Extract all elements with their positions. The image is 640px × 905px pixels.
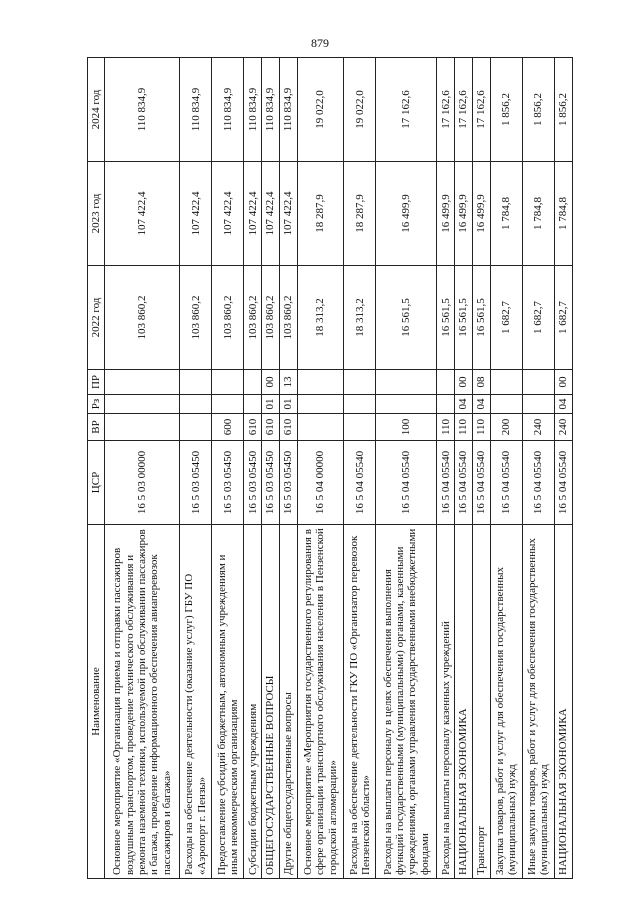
cell-vr (105, 414, 180, 441)
cell-2022: 16 561,5 (376, 266, 437, 370)
cell-pr (244, 370, 262, 395)
cell-name: Субсидии бюджетным учреждениям (244, 525, 262, 879)
cell-csr: 16 5 03 05450 (262, 441, 280, 525)
cell-csr: 16 5 04 05540 (472, 441, 490, 525)
table-row (472, 58, 490, 879)
cell-csr: 16 5 04 05540 (344, 441, 376, 525)
cell-2023: 16 499,9 (376, 162, 437, 266)
table-row (212, 58, 244, 879)
cell-name: Транспорт (472, 525, 490, 879)
header-2024: 2024 год (88, 58, 105, 162)
rotated-table-container (87, 58, 573, 879)
cell-vr: 110 (455, 414, 473, 441)
cell-2024: 19 022,0 (297, 58, 343, 162)
cell-2024: 110 834,9 (244, 58, 262, 162)
cell-vr: 240 (555, 414, 573, 441)
cell-name: Другие общегосударственные вопросы (280, 525, 298, 879)
cell-csr: 16 5 03 00000 (105, 441, 180, 525)
cell-2023: 1 784,8 (555, 162, 573, 266)
cell-name: Основное мероприятие «Организация приема и отправки пассажиров воздушным транспортом, проведение технического обслуживания и ремонта наземной техники, используемой при обслуживании пассажиров и багажа, проведение информационного обеспечения авиаперевозок пассажиров и багажа» (105, 525, 180, 879)
cell-name: Расходы на обеспечение деятельности ГКУ ПО «Организатор перевозок Пензенской области» (344, 525, 376, 879)
cell-csr: 16 5 03 05450 (180, 441, 212, 525)
table-row (280, 58, 298, 879)
cell-vr: 100 (376, 414, 437, 441)
cell-2022: 103 860,2 (244, 266, 262, 370)
cell-2023: 107 422,4 (212, 162, 244, 266)
cell-2023: 16 499,9 (437, 162, 455, 266)
cell-pr (180, 370, 212, 395)
cell-rz (344, 395, 376, 414)
cell-2022: 1 682,7 (555, 266, 573, 370)
cell-2022: 18 313,2 (344, 266, 376, 370)
budget-table (87, 57, 573, 879)
cell-pr (522, 370, 554, 395)
cell-2022: 16 561,5 (472, 266, 490, 370)
cell-pr (437, 370, 455, 395)
cell-name: Расходы на обеспечение деятельности (оказание услуг) ГБУ ПО «Аэропорт г. Пензы» (180, 525, 212, 879)
cell-pr: 08 (472, 370, 490, 395)
cell-rz: 04 (455, 395, 473, 414)
cell-pr (105, 370, 180, 395)
cell-name: Иные закупки товаров, работ и услуг для обеспечения государственных (муниципальных) нужд (522, 525, 554, 879)
cell-2022: 16 561,5 (437, 266, 455, 370)
cell-vr: 240 (522, 414, 554, 441)
cell-2023: 1 784,8 (490, 162, 522, 266)
header-2023: 2023 год (88, 162, 105, 266)
cell-2022: 16 561,5 (455, 266, 473, 370)
cell-2022: 103 860,2 (105, 266, 180, 370)
cell-rz: 04 (555, 395, 573, 414)
cell-2024: 17 162,6 (376, 58, 437, 162)
cell-2022: 1 682,7 (490, 266, 522, 370)
cell-csr: 16 5 04 05540 (455, 441, 473, 525)
cell-rz (212, 395, 244, 414)
cell-name: Предоставление субсидий бюджетным, автономным учреждениям и иным некоммерческим организациям (212, 525, 244, 879)
table-row (437, 58, 455, 879)
cell-rz (376, 395, 437, 414)
header-name: Наименование (88, 525, 105, 879)
cell-2024: 110 834,9 (212, 58, 244, 162)
cell-vr (297, 414, 343, 441)
cell-vr (344, 414, 376, 441)
cell-2023: 107 422,4 (280, 162, 298, 266)
cell-2022: 103 860,2 (180, 266, 212, 370)
cell-2023: 107 422,4 (244, 162, 262, 266)
table-row (262, 58, 280, 879)
cell-2024: 19 022,0 (344, 58, 376, 162)
rotated-table-frame (87, 58, 573, 879)
cell-name: НАЦИОНАЛЬНАЯ ЭКОНОМИКА (455, 525, 473, 879)
table-row (490, 58, 522, 879)
cell-pr (297, 370, 343, 395)
table-row (555, 58, 573, 879)
cell-name: Основное мероприятие «Мероприятия государственного регулирования в сфере организации транспортного обслуживания населения в Пензенской городской агломерации» (297, 525, 343, 879)
cell-2024: 1 856,2 (522, 58, 554, 162)
cell-name: Расходы на выплаты персоналу казенных учреждений (437, 525, 455, 879)
cell-rz (490, 395, 522, 414)
table-row (376, 58, 437, 879)
header-2022: 2022 год (88, 266, 105, 370)
cell-2024: 17 162,6 (472, 58, 490, 162)
cell-csr: 16 5 04 05540 (437, 441, 455, 525)
cell-2023: 1 784,8 (522, 162, 554, 266)
cell-pr: 13 (280, 370, 298, 395)
table-row (522, 58, 554, 879)
cell-name: НАЦИОНАЛЬНАЯ ЭКОНОМИКА (555, 525, 573, 879)
cell-name: Расходы на выплаты персоналу в целях обеспечения выполнения функций государственными (муниципальными) органами, казенными учреждениями, органами управления государственными внебюджетными фондами (376, 525, 437, 879)
cell-pr (212, 370, 244, 395)
cell-csr: 16 5 04 05540 (522, 441, 554, 525)
header-pr: ПР (88, 370, 105, 395)
cell-name: ОБЩЕГОСУДАРСТВЕННЫЕ ВОПРОСЫ (262, 525, 280, 879)
table-row (344, 58, 376, 879)
table-row (297, 58, 343, 879)
cell-2022: 103 860,2 (212, 266, 244, 370)
cell-csr: 16 5 04 00000 (297, 441, 343, 525)
cell-2024: 1 856,2 (490, 58, 522, 162)
cell-csr: 16 5 03 05450 (280, 441, 298, 525)
cell-rz (244, 395, 262, 414)
cell-2024: 110 834,9 (105, 58, 180, 162)
cell-2023: 107 422,4 (180, 162, 212, 266)
cell-vr: 610 (262, 414, 280, 441)
cell-name: Закупка товаров, работ и услуг для обеспечения государственных (муниципальных) нужд (490, 525, 522, 879)
cell-pr (344, 370, 376, 395)
page-number: 879 (311, 36, 329, 50)
cell-vr: 610 (244, 414, 262, 441)
header-rz: Рз (88, 395, 105, 414)
cell-vr (180, 414, 212, 441)
cell-csr: 16 5 04 05540 (490, 441, 522, 525)
cell-vr: 200 (490, 414, 522, 441)
cell-rz (105, 395, 180, 414)
cell-rz: 01 (262, 395, 280, 414)
cell-2022: 103 860,2 (280, 266, 298, 370)
cell-vr: 600 (212, 414, 244, 441)
cell-vr: 110 (472, 414, 490, 441)
cell-rz: 01 (280, 395, 298, 414)
cell-2023: 107 422,4 (262, 162, 280, 266)
cell-pr: 00 (262, 370, 280, 395)
cell-rz: 04 (472, 395, 490, 414)
table-row (244, 58, 262, 879)
cell-2022: 103 860,2 (262, 266, 280, 370)
table-row (105, 58, 180, 879)
cell-2023: 18 287,9 (297, 162, 343, 266)
table-row (180, 58, 212, 879)
table-row (455, 58, 473, 879)
cell-rz (297, 395, 343, 414)
cell-2024: 110 834,9 (180, 58, 212, 162)
cell-pr (376, 370, 437, 395)
cell-pr (490, 370, 522, 395)
cell-2023: 16 499,9 (455, 162, 473, 266)
header-vr: ВР (88, 414, 105, 441)
cell-csr: 16 5 04 05540 (555, 441, 573, 525)
cell-rz (522, 395, 554, 414)
cell-2024: 1 856,2 (555, 58, 573, 162)
cell-rz (180, 395, 212, 414)
cell-2024: 17 162,6 (437, 58, 455, 162)
cell-2024: 110 834,9 (280, 58, 298, 162)
cell-2024: 110 834,9 (262, 58, 280, 162)
cell-2024: 17 162,6 (455, 58, 473, 162)
cell-pr: 00 (455, 370, 473, 395)
cell-2023: 18 287,9 (344, 162, 376, 266)
cell-rz (437, 395, 455, 414)
header-csr: ЦСР (88, 441, 105, 525)
cell-csr: 16 5 03 05450 (212, 441, 244, 525)
cell-vr: 610 (280, 414, 298, 441)
cell-csr: 16 5 03 05450 (244, 441, 262, 525)
cell-pr: 00 (555, 370, 573, 395)
cell-vr: 110 (437, 414, 455, 441)
cell-2022: 1 682,7 (522, 266, 554, 370)
cell-2023: 107 422,4 (105, 162, 180, 266)
cell-csr: 16 5 04 05540 (376, 441, 437, 525)
table-header-row (88, 58, 105, 879)
cell-2023: 16 499,9 (472, 162, 490, 266)
cell-2022: 18 313,2 (297, 266, 343, 370)
